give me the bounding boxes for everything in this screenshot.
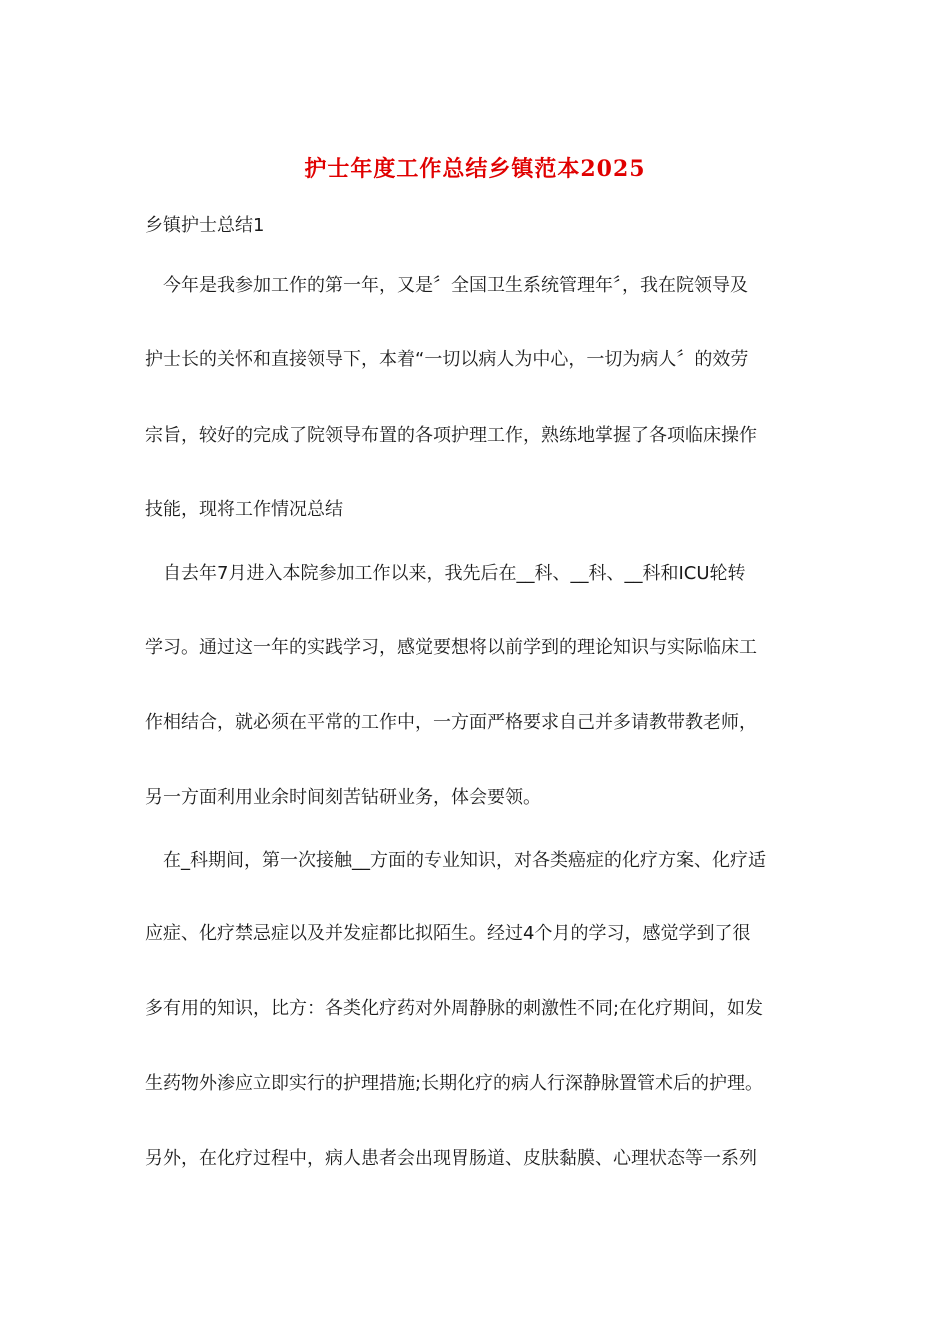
paragraph-line: 学习。通过这一年的实践学习，感觉要想将以前学到的理论知识与实际临床工: [145, 637, 757, 658]
paragraph-line: 应症、化疗禁忌症以及并发症都比拟陌生。经过4个月的学习，感觉学到了很: [145, 923, 751, 944]
paragraph-line: 另一方面利用业余时间刻苦钻研业务，体会要领。: [145, 787, 541, 808]
document-title: 护士年度工作总结乡镇范本2025: [304, 156, 646, 182]
section-heading: 乡镇护士总结1: [145, 215, 265, 236]
paragraph-line: 在_科期间，第一次接触__方面的专业知识，对各类癌症的化疗方案、化疗适: [163, 850, 766, 871]
paragraph-line: 技能，现将工作情况总结: [145, 499, 343, 520]
paragraph-line: 生药物外渗应立即实行的护理措施;长期化疗的病人行深静脉置管术后的护理。: [145, 1073, 764, 1094]
paragraph-line: 宗旨，较好的完成了院领导布置的各项护理工作，熟练地掌握了各项临床操作: [145, 425, 757, 446]
paragraph-line: 另外，在化疗过程中，病人患者会出现胃肠道、皮肤黏膜、心理状态等一系列: [145, 1148, 757, 1169]
paragraph-line: 护士长的关怀和直接领导下，本着“一切以病人为中心，一切为病人〞的效劳: [145, 349, 749, 370]
paragraph-line: 作相结合，就必须在平常的工作中，一方面严格要求自己并多请教带教老师，: [145, 712, 757, 733]
paragraph-line: 自去年7月进入本院参加工作以来，我先后在__科、__科、__科和ICU轮转: [163, 563, 746, 584]
paragraph-line: 多有用的知识，比方：各类化疗药对外周静脉的刺激性不同;在化疗期间，如发: [145, 998, 764, 1019]
paragraph-line: 今年是我参加工作的第一年，又是〞全国卫生系统管理年〞，我在院领导及: [163, 275, 748, 296]
